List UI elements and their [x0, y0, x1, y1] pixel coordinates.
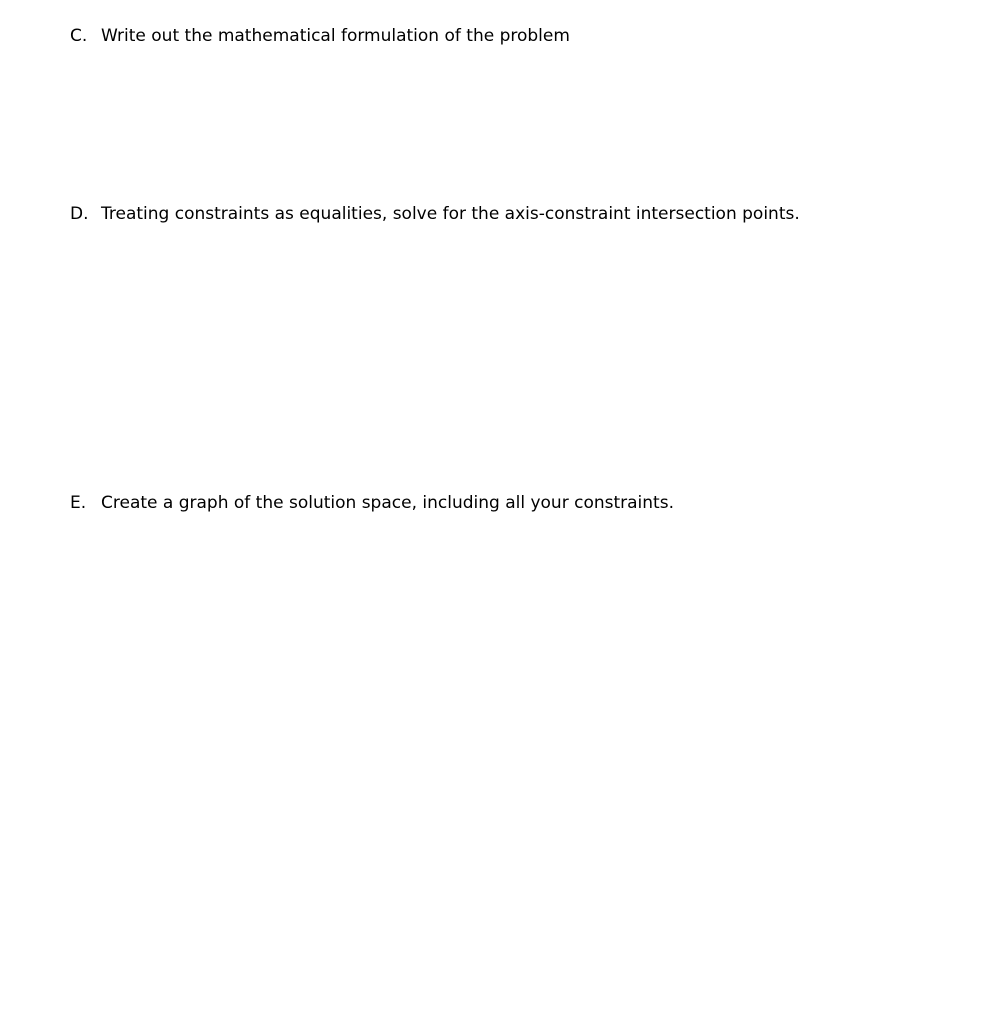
question-c-text: Write out the mathematical formulation of the problem: [101, 26, 570, 46]
question-d-letter: D.: [70, 204, 89, 224]
question-c-letter: C.: [70, 26, 88, 46]
question-e-text: Create a graph of the solution space, including all your constraints.: [101, 493, 674, 513]
question-c: [70, 25, 570, 47]
question-e-letter: E.: [70, 493, 87, 513]
question-e: [70, 492, 674, 514]
question-d: [70, 203, 800, 225]
question-d-text: Treating constraints as equalities, solve for the axis-constraint intersection points.: [101, 204, 800, 224]
